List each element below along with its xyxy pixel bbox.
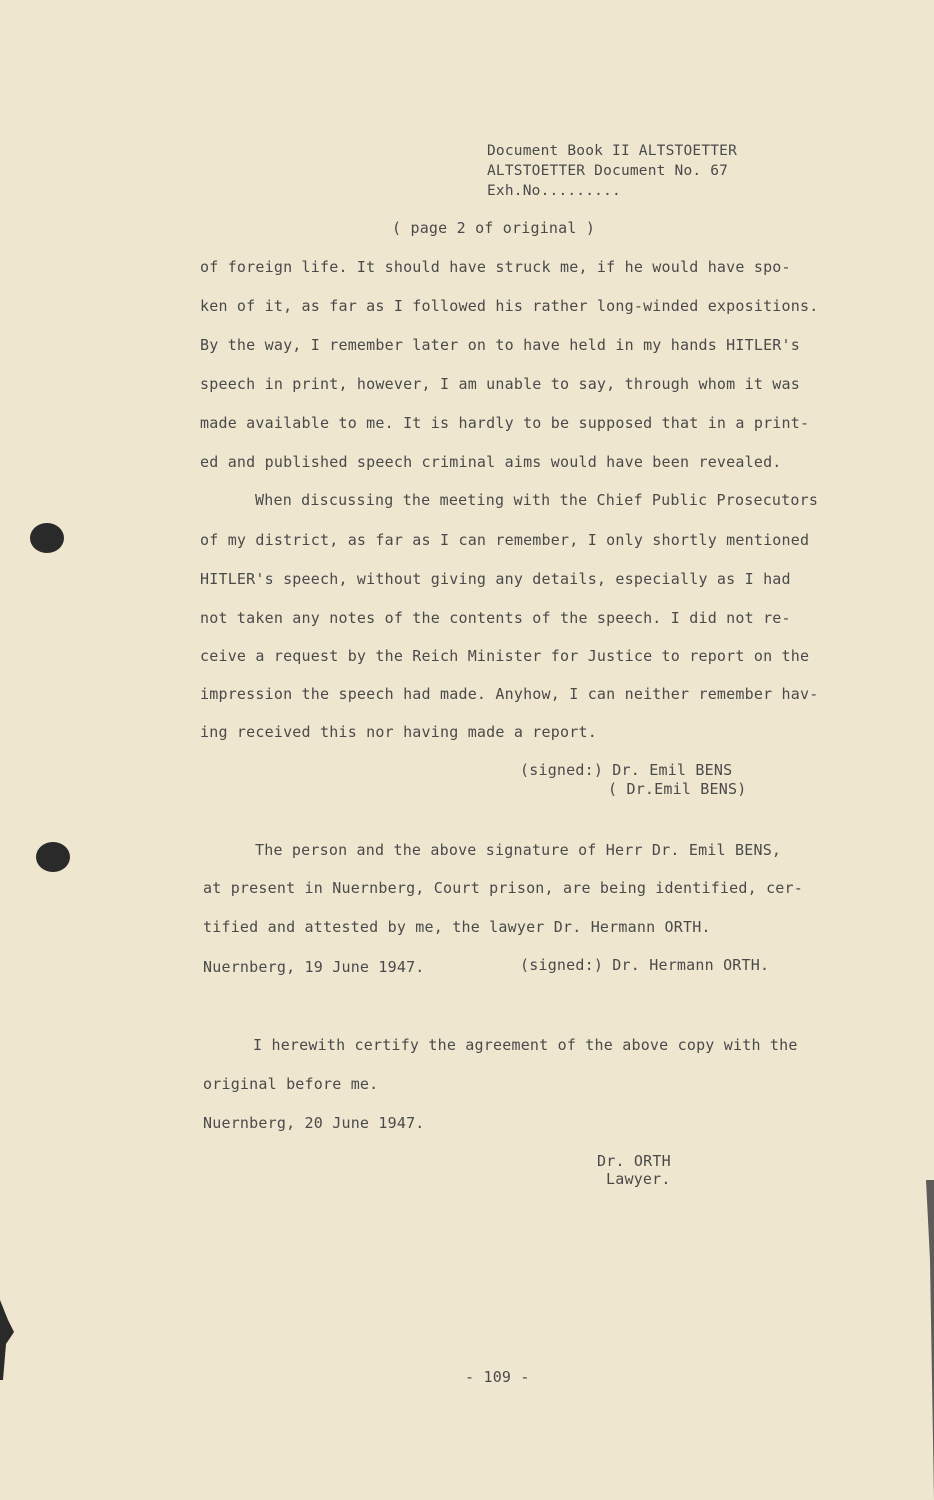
body-line: HITLER's speech, without giving any details, especially as I had xyxy=(200,570,791,588)
body-line: tified and attested by me, the lawyer Dr. Hermann ORTH. xyxy=(203,918,711,936)
page-of-original-note: ( page 2 of original ) xyxy=(392,219,596,237)
header-line-book: Document Book II ALTSTOETTER xyxy=(487,143,738,159)
signed-orth: (signed:) Dr. Hermann ORTH. xyxy=(520,956,770,974)
body-line: By the way, I remember later on to have held in my hands HITLER's xyxy=(200,336,800,354)
signed-bens: (signed:) Dr. Emil BENS xyxy=(520,761,733,779)
body-line: I herewith certify the agreement of the above copy with the xyxy=(253,1036,798,1054)
left-edge-tear xyxy=(0,1300,18,1380)
body-line: The person and the above signature of Herr Dr. Emil BENS, xyxy=(255,841,782,859)
body-line: of foreign life. It should have struck me, if he would have spo- xyxy=(200,258,791,276)
body-line: not taken any notes of the contents of the speech. I did not re- xyxy=(200,609,791,627)
punch-hole-bottom xyxy=(36,842,70,872)
place-date-1: Nuernberg, 19 June 1947. xyxy=(203,958,425,976)
body-line: at present in Nuernberg, Court prison, are being identified, cer- xyxy=(203,879,803,897)
signer-name: Dr. ORTH xyxy=(597,1152,671,1170)
page-number: - 109 - xyxy=(465,1368,530,1386)
body-line: made available to me. It is hardly to be supposed that in a print- xyxy=(200,414,810,432)
body-line: ken of it, as far as I followed his rather long-winded expositions. xyxy=(200,297,819,315)
body-line: ing received this nor having made a report. xyxy=(200,723,597,741)
right-edge-shadow xyxy=(914,1180,934,1500)
document-header xyxy=(487,141,737,201)
body-line: ed and published speech criminal aims would have been revealed. xyxy=(200,453,782,471)
body-line: original before me. xyxy=(203,1075,379,1093)
body-line: of my district, as far as I can remember, I only shortly mentioned xyxy=(200,531,810,549)
body-line: speech in print, however, I am unable to say, through whom it was xyxy=(200,375,800,393)
punch-hole-top xyxy=(30,523,64,553)
body-line: When discussing the meeting with the Chief Public Prosecutors xyxy=(255,491,819,509)
body-line: ceive a request by the Reich Minister for Justice to report on the xyxy=(200,647,810,665)
body-line: impression the speech had made. Anyhow, I can neither remember hav- xyxy=(200,685,819,703)
signer-title: Lawyer. xyxy=(606,1170,671,1188)
header-line-document: ALTSTOETTER Document No. 67 xyxy=(487,163,729,179)
signature-name-bens: ( Dr.Emil BENS) xyxy=(608,780,747,798)
place-date-2: Nuernberg, 20 June 1947. xyxy=(203,1114,425,1132)
header-line-exhibit: Exh.No......... xyxy=(487,183,621,199)
